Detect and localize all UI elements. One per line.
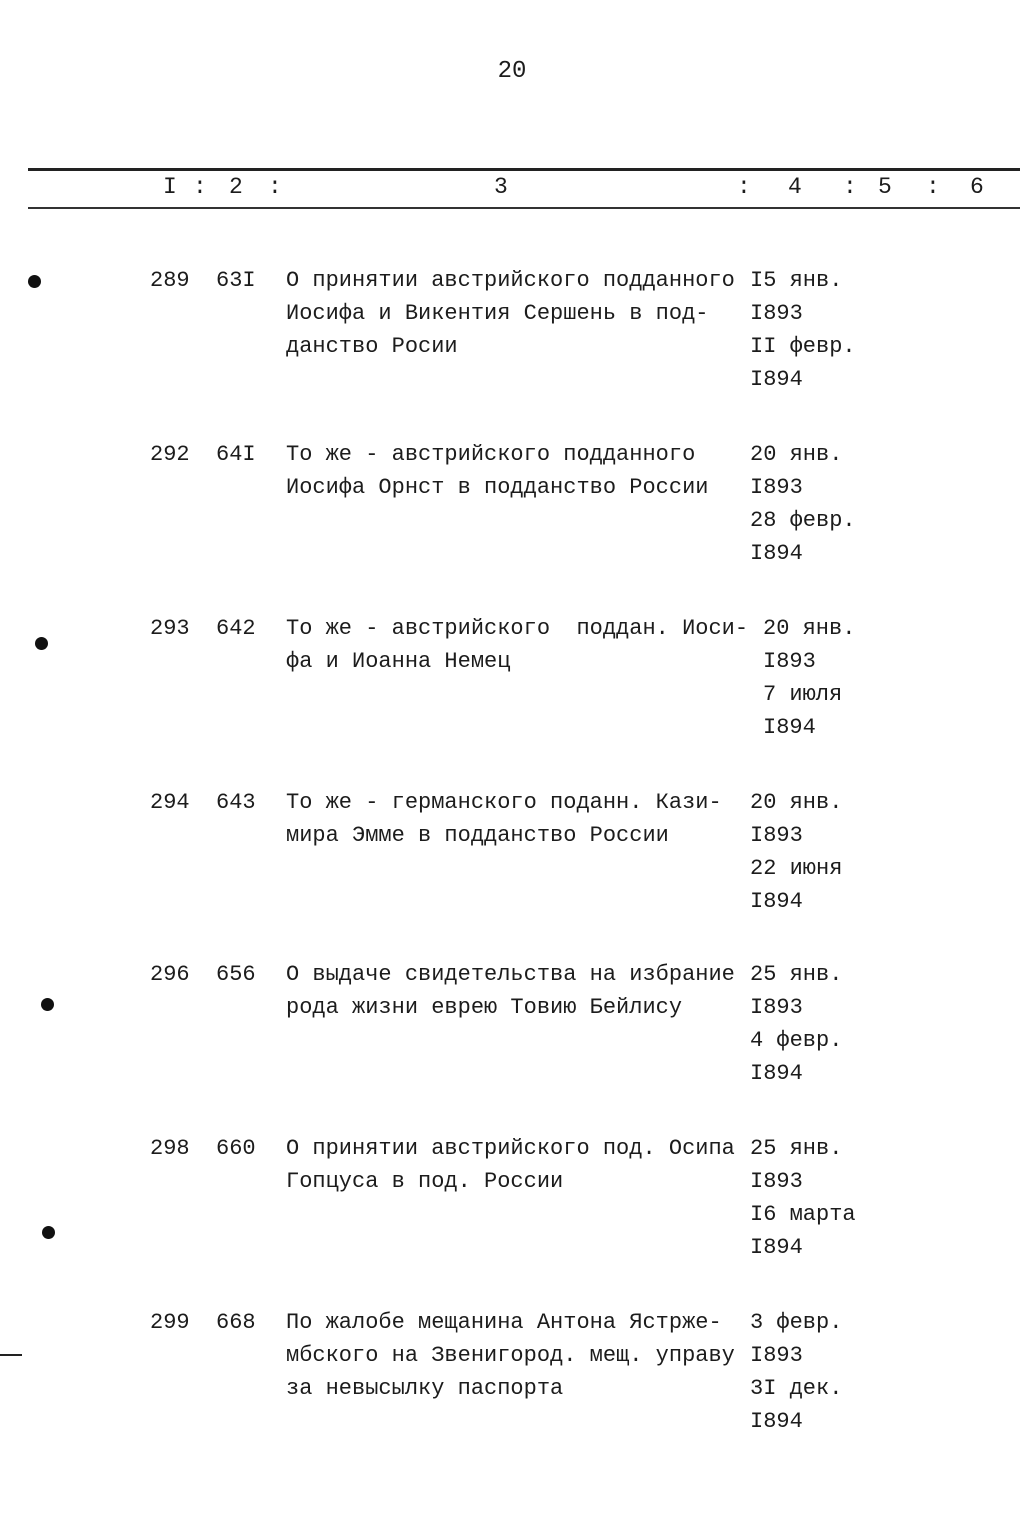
description-line: Иосифа Орнст в подданство России <box>286 475 709 500</box>
entry-number: 293 <box>150 616 190 641</box>
description-line: фа и Иоанна Немец <box>286 649 511 674</box>
end-date: 3I дек. <box>750 1376 843 1401</box>
entry-description <box>286 612 749 678</box>
entry-number: 299 <box>150 1310 190 1335</box>
column-separator: : <box>926 174 940 200</box>
column-header-6: 6 <box>970 174 984 200</box>
description-line: мбского на Звенигород. мещ. управу <box>286 1343 735 1368</box>
start-date: 20 янв. <box>750 790 843 815</box>
end-date: I6 марта <box>750 1202 856 1227</box>
description-line: То же - австрийского подданного <box>286 442 696 467</box>
start-year: I893 <box>750 301 803 326</box>
entry-dates <box>750 1132 880 1264</box>
start-year: I893 <box>750 1169 803 1194</box>
description-line: данство Росии <box>286 334 458 359</box>
start-year: I893 <box>763 649 816 674</box>
column-separator: : <box>193 174 207 200</box>
description-line: То же - германского поданн. Кази- <box>286 790 722 815</box>
entry-dates <box>750 264 880 396</box>
description-line: О принятии австрийского подданного <box>286 268 735 293</box>
end-date: 7 июля <box>763 682 843 707</box>
description-line: Иосифа и Викентия Сершень в под- <box>286 301 709 326</box>
entry-description <box>286 438 746 504</box>
margin-mark <box>0 1354 22 1356</box>
entry-number: 289 <box>150 268 190 293</box>
end-year: I894 <box>750 1409 803 1434</box>
column-separator: : <box>737 174 751 200</box>
entry-number: 292 <box>150 442 190 467</box>
column-separator: : <box>843 174 857 200</box>
start-date: 3 февр. <box>750 1310 843 1335</box>
case-number: 660 <box>216 1136 256 1161</box>
start-year: I893 <box>750 823 803 848</box>
header-top-rule <box>28 168 1020 171</box>
column-header-4: 4 <box>788 174 802 200</box>
entry-description <box>286 786 746 852</box>
entry-dates <box>763 612 893 744</box>
case-number: 63I <box>216 268 256 293</box>
punch-hole <box>41 998 54 1011</box>
entry-description <box>286 1306 746 1405</box>
entry-dates <box>750 1306 880 1438</box>
case-number: 64I <box>216 442 256 467</box>
column-header-row <box>0 174 1024 204</box>
entry-description <box>286 958 746 1024</box>
case-number: 642 <box>216 616 256 641</box>
description-line: мира Эмме в подданство России <box>286 823 669 848</box>
end-year: I894 <box>750 889 803 914</box>
header-bottom-rule <box>28 207 1020 209</box>
case-number: 656 <box>216 962 256 987</box>
page-number: 20 <box>497 58 527 85</box>
entry-dates <box>750 958 880 1090</box>
end-date: 28 февр. <box>750 508 856 533</box>
start-date: 25 янв. <box>750 1136 843 1161</box>
punch-hole <box>28 275 41 288</box>
column-separator: : <box>268 174 282 200</box>
punch-hole <box>35 637 48 650</box>
entry-dates <box>750 786 880 918</box>
description-line: за невысылку паспорта <box>286 1376 564 1401</box>
end-date: 22 июня <box>750 856 843 881</box>
end-year: I894 <box>750 1061 803 1086</box>
column-header-1: I <box>163 174 177 200</box>
description-line: По жалобе мещанина Антона Ястрже- <box>286 1310 722 1335</box>
end-date: II февр. <box>750 334 856 359</box>
start-year: I893 <box>750 1343 803 1368</box>
case-number: 668 <box>216 1310 256 1335</box>
start-year: I893 <box>750 475 803 500</box>
column-header-2: 2 <box>229 174 243 200</box>
description-line: То же - австрийского поддан. Иоси- <box>286 616 749 641</box>
entry-number: 296 <box>150 962 190 987</box>
case-number: 643 <box>216 790 256 815</box>
start-date: 20 янв. <box>750 442 843 467</box>
end-year: I894 <box>750 541 803 566</box>
end-year: I894 <box>750 1235 803 1260</box>
column-header-5: 5 <box>878 174 892 200</box>
description-line: О выдаче свидетельства на избрание <box>286 962 735 987</box>
start-date: 20 янв. <box>763 616 856 641</box>
description-line: Гопцуса в под. России <box>286 1169 564 1194</box>
end-date: 4 февр. <box>750 1028 843 1053</box>
start-date: 25 янв. <box>750 962 843 987</box>
entry-description <box>286 1132 746 1198</box>
entry-number: 294 <box>150 790 190 815</box>
punch-hole <box>42 1226 55 1239</box>
description-line: рода жизни еврею Товию Бейлису <box>286 995 683 1020</box>
end-year: I894 <box>750 367 803 392</box>
start-year: I893 <box>750 995 803 1020</box>
entry-dates <box>750 438 880 570</box>
entry-number: 298 <box>150 1136 190 1161</box>
end-year: I894 <box>763 715 816 740</box>
start-date: I5 янв. <box>750 268 843 293</box>
column-header-3: 3 <box>494 174 508 200</box>
description-line: О принятии австрийского под. Осипа <box>286 1136 735 1161</box>
entry-description <box>286 264 746 363</box>
